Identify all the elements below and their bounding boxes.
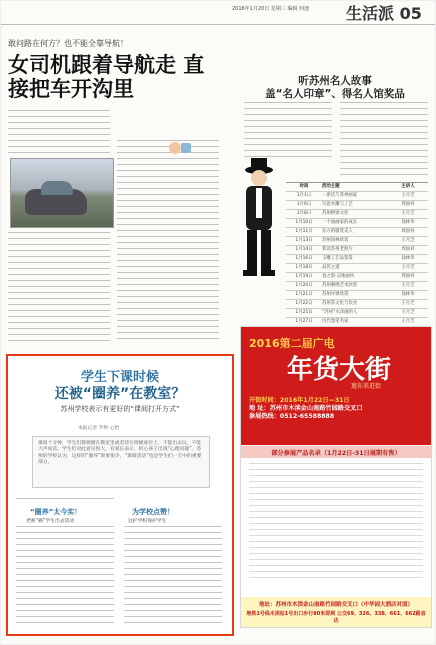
box-title-line1: 学生下课时候 — [80, 370, 159, 385]
box-title-line2: 还被“圈养”在教室？ — [54, 386, 186, 402]
table-cell: 王月芝 — [401, 319, 415, 324]
story-kicker: 敢问路在何方？也不能全靠导航！ — [8, 39, 128, 48]
table-cell: 周国祥 — [401, 202, 415, 207]
table-header-cell: 活动主题 — [322, 184, 340, 189]
table-cell: 写意木雕与工艺 — [322, 202, 353, 207]
quote-text: 课间十分钟，学生们都被圈在教室里或者待在班级座位上，不能出去玩，不能大声说话。学生们对此意见很大，有家长表示，担心孩子出现“心理问题”。苏州的学校认为，这样的“圈养”现象很少，“课间活动”也是学生们一天中的重要部分。 — [38, 441, 202, 466]
table-header-cell: 主讲人 — [401, 184, 415, 189]
right-title-sub: 盖“名人印章”、得名人馆奖品 — [265, 88, 405, 100]
table-cell: 1月1日 — [296, 193, 312, 198]
table-cell: 1月13日 — [295, 238, 313, 243]
subhead-left: “圈养”太今实！ — [30, 508, 82, 516]
table-cell: 1月18日 — [295, 265, 313, 270]
subhead-right-sub: 这护学校保护学生 — [128, 519, 167, 524]
table-cell: 王月芝 — [401, 265, 415, 270]
table-cell: 1月27日 — [295, 319, 313, 324]
box-subtitle: 苏州学校表示有更好的“课间打开方式” — [60, 405, 180, 413]
table-header-cell: 时间 — [299, 184, 309, 189]
ad-title-small: 2016第二届广电 — [249, 337, 335, 350]
table-cell: 一席话与苏州画家 — [322, 193, 358, 198]
table-cell: “苏州”水泽画的人 — [322, 310, 358, 315]
table-cell: 王月芝 — [401, 193, 415, 198]
table-cell: 1月14日 — [295, 247, 313, 252]
header-date: 2016年1月20日 星期三 编辑 何池 — [232, 6, 310, 12]
ad-title-tagline: 邀你来逛街 — [351, 383, 382, 390]
table-cell: 春之韵·吴地画风 — [322, 274, 355, 279]
ad-info-line: 开街时间：2016年1月22日—31日 — [249, 397, 350, 404]
table-cell: 1月19日 — [295, 274, 313, 279]
table-cell: 1月22日 — [295, 301, 313, 306]
table-cell: 苏州桥梁文化 — [322, 211, 349, 216]
table-cell: 苏州茶文化与饮食 — [322, 301, 358, 306]
table-cell: 1月16日 — [295, 256, 313, 261]
table-cell: 1月20日 — [295, 283, 313, 288]
ad-bus-info: 地铁1号线木渎站1号出口步行80米即到 公交69、326、338、661、662路直达 — [246, 611, 426, 624]
ad-info-line: 地 址：苏州市木渎金山南路竹园路交叉口 — [249, 405, 363, 412]
table-cell: 徐林华 — [401, 256, 415, 261]
ad-title-main: 年货大街 — [287, 355, 392, 385]
table-cell: 苏州评弹欣赏 — [322, 292, 349, 297]
table-cell: 1月6日 — [296, 202, 312, 207]
subhead-right: 为学校点赞！ — [132, 508, 174, 516]
table-cell: 王月芝 — [401, 301, 415, 306]
table-cell: 1月8日 — [296, 211, 312, 216]
table-cell: 苏州刺绣艺术欣赏 — [322, 283, 358, 288]
table-cell: 周国祥 — [401, 229, 415, 234]
section-title: 生活派 05 — [346, 4, 422, 23]
story-headline: 女司机跟着导航走 直接把车开沟里 — [8, 53, 205, 101]
table-cell: 王月芝 — [401, 211, 415, 216]
subhead-left-sub: 老师“痛”学生出去活动 — [26, 519, 75, 524]
table-cell: 徐林华 — [401, 220, 415, 225]
table-cell: 王月芝 — [401, 310, 415, 315]
table-cell: 1月25日 — [295, 310, 313, 315]
table-cell: 1月11日 — [295, 229, 313, 234]
table-cell: 王月芝 — [401, 238, 415, 243]
table-cell: 苏州园林欣赏 — [322, 238, 349, 243]
table-cell: 周国祥 — [401, 274, 415, 279]
table-cell: 周国祥 — [401, 247, 415, 252]
right-title-main: 听苏州名人故事 — [298, 75, 372, 87]
table-cell: 东方的服装美人 — [322, 229, 353, 234]
page-number: 05 — [399, 4, 422, 23]
table-cell: 一个油画家的成长 — [322, 220, 358, 225]
ad-list-heading: 部分参展产品名录（1月22日-31日展期有售） — [271, 450, 401, 457]
table-cell: 王月芝 — [401, 283, 415, 288]
table-cell: 玉雕工艺品鉴赏 — [322, 256, 353, 261]
table-cell: 我读苏州老照片 — [322, 247, 353, 252]
table-cell: 品茗之道 — [322, 265, 340, 270]
table-cell: 1月10日 — [295, 220, 313, 225]
ad-info-line: 参展热线：0512-65588888 — [249, 413, 335, 420]
table-cell: 徐林华 — [401, 292, 415, 297]
ad-address: 地址：苏州市木渎金山南路竹园路交叉口（中华园大酒店对面） — [258, 602, 413, 608]
table-cell: 历代墨笔名家 — [322, 319, 349, 324]
table-cell: 1月21日 — [295, 292, 313, 297]
byline: 本报记者 罗婷 心怡 — [78, 426, 120, 431]
